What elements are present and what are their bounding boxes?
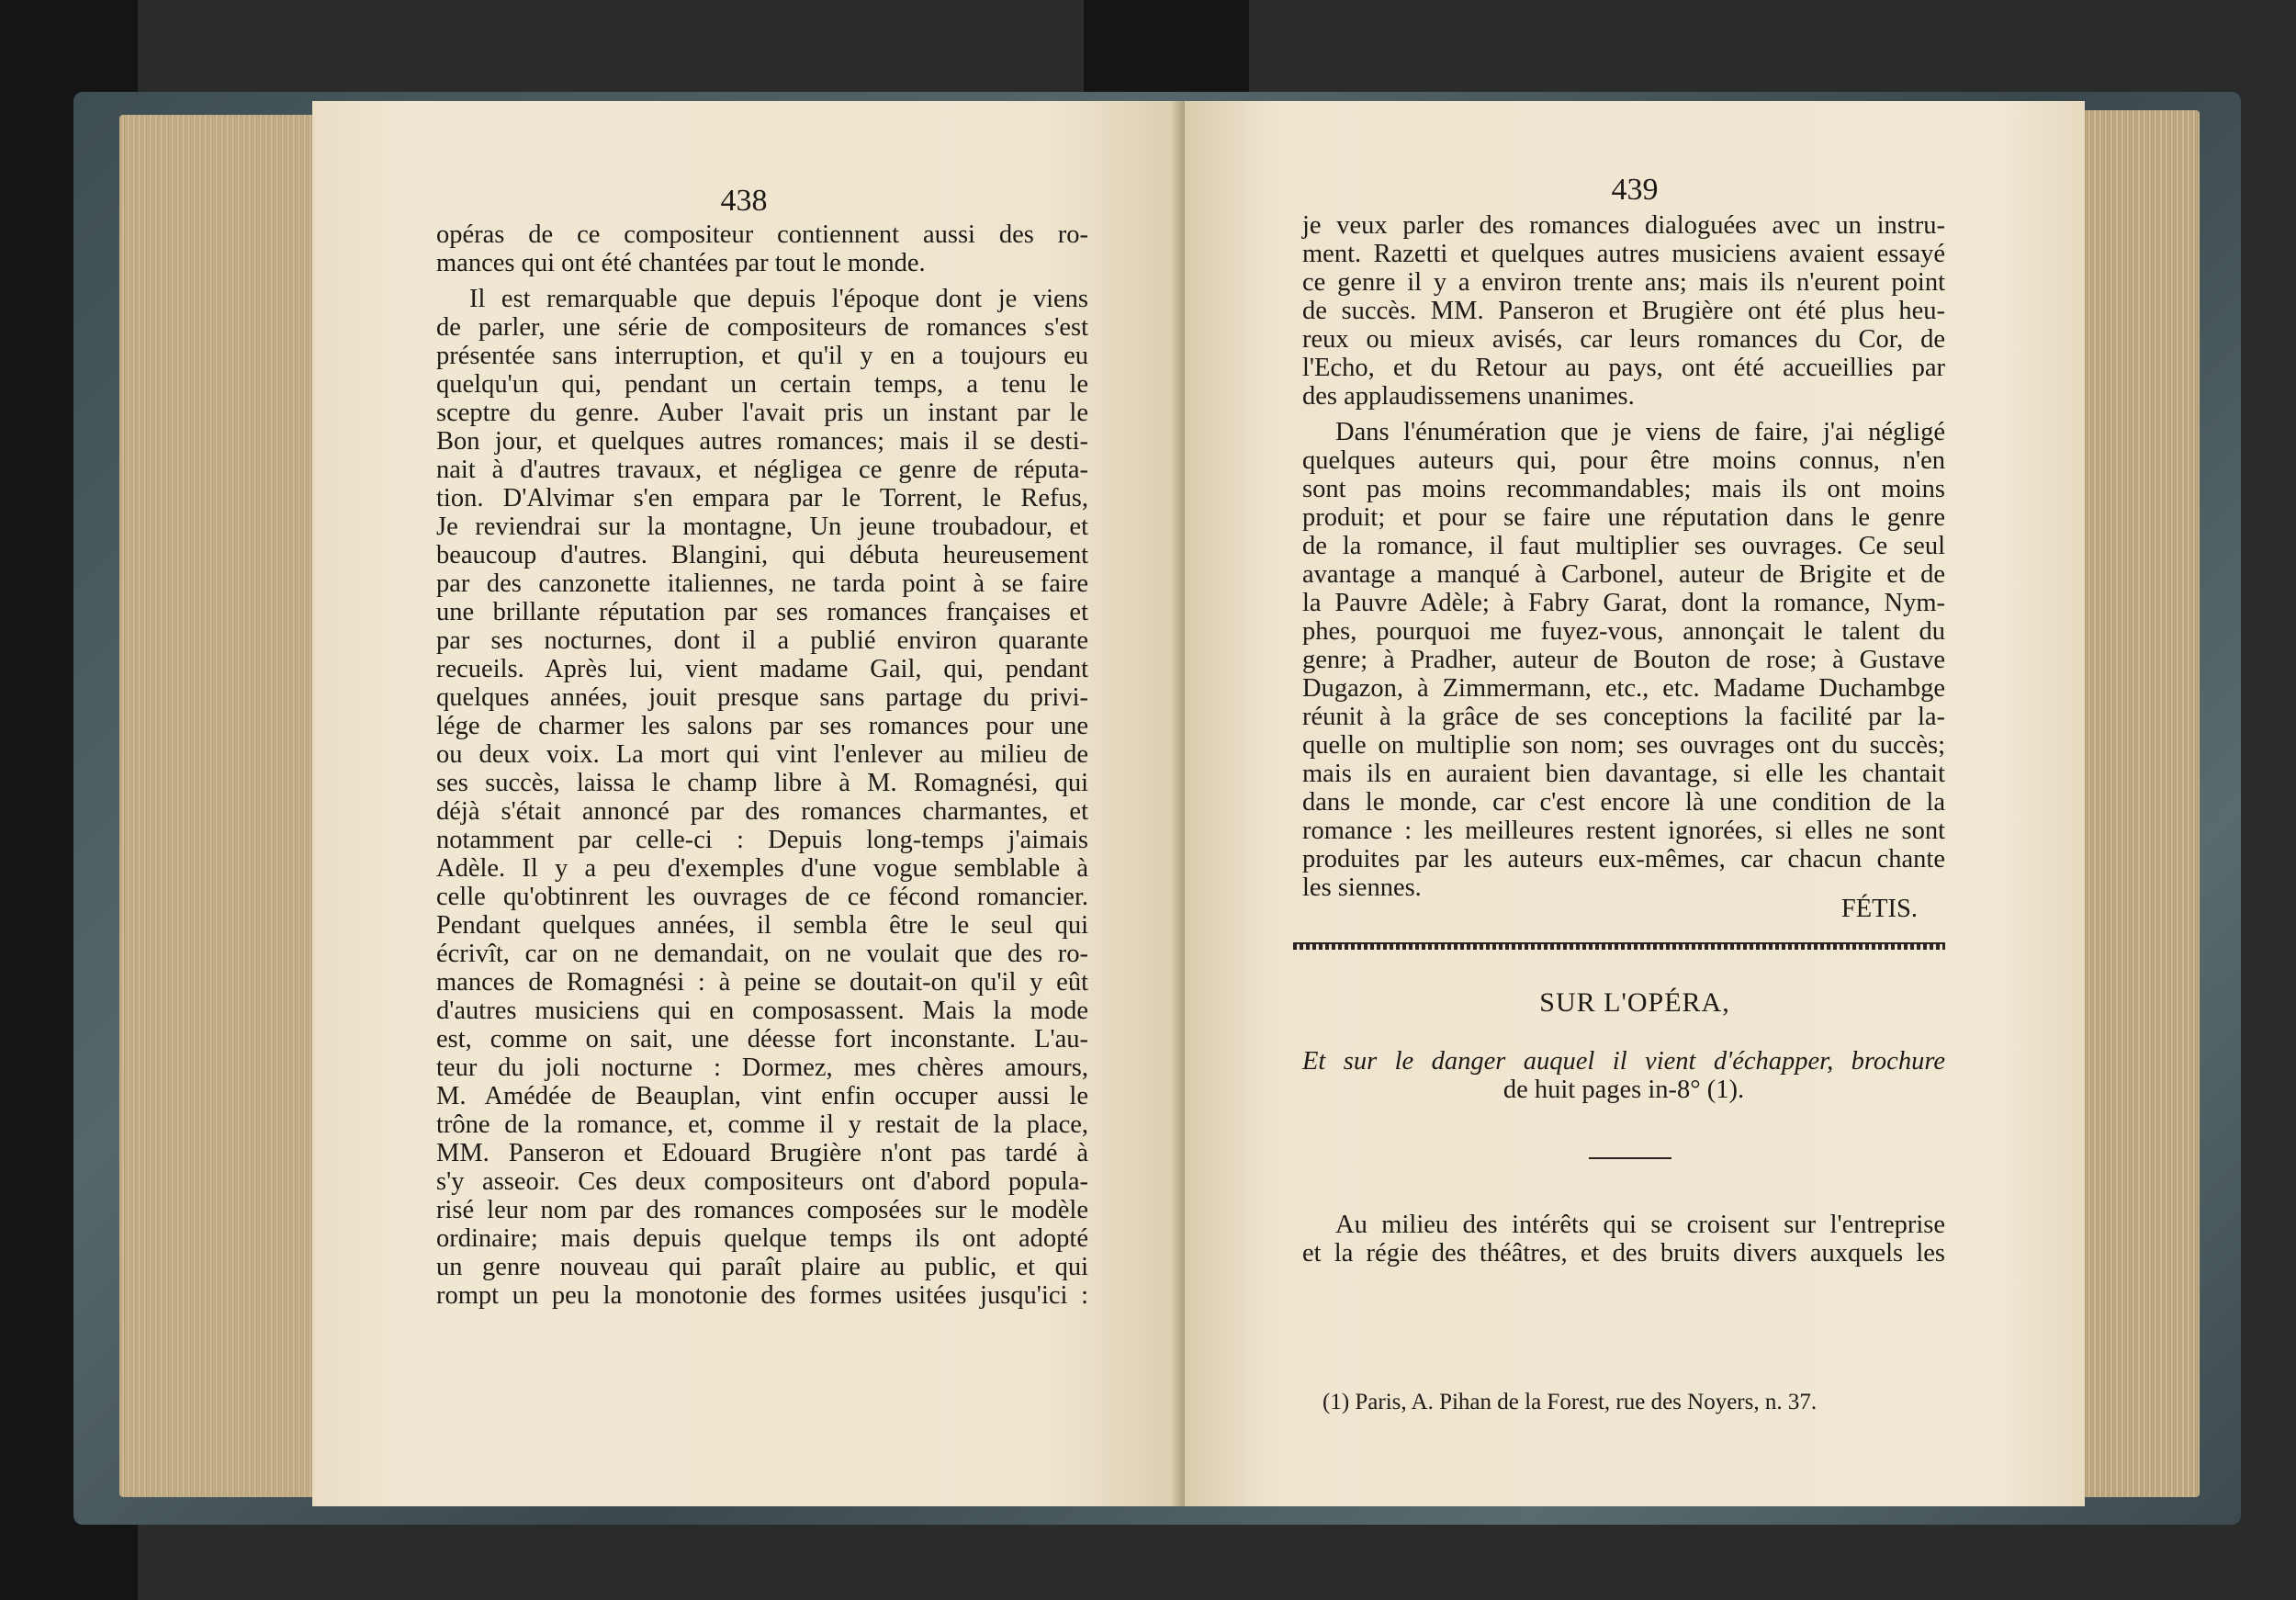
section-divider [1293,942,1945,950]
left-line: mances de Romagnési : à peine se doutait-on qu'il y eût [436,968,1088,997]
right-line: quelques auteurs qui, pour être moins connus, n'en [1302,446,1945,475]
left-line: sceptre du genre. Auber l'avait pris un instant par le [436,399,1088,427]
left-line: Adèle. Il y a peu d'exemples d'une vogue semblable à [436,854,1088,883]
right-line: phes, pourquoi me fuyez-vous, annonçait le talent du [1302,617,1945,646]
section-body [1302,1211,1945,1268]
left-page [312,101,1185,1506]
left-line: un genre nouveau qui paraît plaire au public, et qui [436,1253,1088,1281]
left-line: celle qu'obtinrent les ouvrages de ce fécond romancier. [436,883,1088,911]
right-line: quelle on multiplie son nom; ses ouvrages ont du succès; [1302,731,1945,760]
right-line: ment. Razetti et quelques autres musiciens avaient essayé [1302,240,1945,268]
left-line: déjà s'était annoncé par des romances charmantes, et [436,797,1088,826]
left-line: mances qui ont été chantées par tout le monde. [436,249,926,277]
right-line: mais ils en auraient bien davantage, si elle les chantait [1302,760,1945,788]
left-line: par ses nocturnes, dont il a publié environ quarante [436,626,1088,655]
right-line: de la romance, il faut multiplier ses ouvrages. Ce seul [1302,532,1945,560]
right-line: les siennes. [1302,873,1422,902]
left-line: ordinaire; mais depuis quelque temps ils ont adopté [436,1224,1088,1253]
subtitle-line-1: Et sur le danger auquel il vient d'échapper, brochure [1302,1047,1945,1076]
right-page-text [1302,211,1945,902]
left-page-text [436,220,1088,1310]
left-line: beaucoup d'autres. Blangini, qui débuta heureusement [436,541,1088,569]
left-line: MM. Panseron et Edouard Brugière n'ont pas tardé à [436,1139,1088,1167]
left-line: par des canzonette italiennes, ne tarda point à se faire [436,569,1088,598]
right-line: je veux parler des romances dialoguées avec un instru- [1302,211,1945,240]
body-line-1: Au milieu des intérêts qui se croisent sur l'entreprise [1335,1211,1945,1239]
right-line: genre; à Pradher, auteur de Bouton de rose; à Gustave [1302,646,1945,674]
right-line: sont pas moins recommandables; mais ils ont moins [1302,475,1945,503]
left-line: lége de charmer les salons par ses romances pour une [436,712,1088,740]
left-line: une brillante réputation par ses romances françaises et [436,598,1088,626]
left-line: quelqu'un qui, pendant un certain temps, a tenu le [436,370,1088,399]
right-line: réunit à la grâce de ses conceptions la facilité par la- [1302,703,1945,731]
page-edges-right [2080,110,2200,1497]
left-line: de parler, une série de compositeurs de romances s'est [436,313,1088,342]
left-line: écrivît, car on ne demandait, on ne voulait que des ro- [436,940,1088,968]
right-line: ce genre il y a environ trente ans; mais ils n'eurent point [1302,268,1945,297]
right-line: Dans l'énumération que je viens de faire, j'ai négligé [1335,418,1945,446]
left-line: Je reviendrai sur la montagne, Un jeune troubadour, et [436,513,1088,541]
left-line: Bon jour, et quelques autres romances; mais il se desti- [436,427,1088,456]
left-line: ses succès, laissa le champ libre à M. Romagnési, qui [436,769,1088,797]
signature-line [1302,895,1918,923]
left-line: notamment par celle-ci : Depuis long-temps j'aimais [436,826,1088,854]
left-line: opéras de ce compositeur contiennent aussi des ro- [436,220,1088,249]
backdrop-dark-stripe-right [1084,0,1249,92]
right-line: la Pauvre Adèle; à Fabry Garat, dont la romance, Nym- [1302,589,1945,617]
right-line: produites par les auteurs eux-mêmes, car chacun chante [1302,845,1945,873]
footnote: (1) Paris, A. Pihan de la Forest, rue des Noyers, n. 37. [1322,1390,1818,1414]
subtitle-line-2: de huit pages in-8° (1). [1503,1076,1745,1104]
left-line: est, comme on sait, une déesse fort inconstante. L'au- [436,1025,1088,1054]
right-line: romance : les meilleures restent ignorées, si elles ne sont [1302,817,1945,845]
author-signature: FÉTIS. [1840,895,1918,923]
left-line: présentée sans interruption, et qu'il y en a toujours eu [436,342,1088,370]
left-line: d'autres musiciens qui en composassent. Mais la mode [436,997,1088,1025]
left-line: recueils. Après lui, vient madame Gail, qui, pendant [436,655,1088,683]
section-subtitle [1302,1047,1945,1104]
right-line: produit; et pour se faire une réputation dans le genre [1302,503,1945,532]
right-line: des applaudissemens unanimes. [1302,382,1635,411]
right-line: reux ou mieux avisés, car leurs romances du Cor, de [1302,325,1945,354]
left-line: rompt un peu la monotonie des formes usitées jusqu'ici : [436,1281,1088,1310]
section-title: SUR L'OPÉRA, [1539,987,1730,1018]
left-line: teur du joli nocturne : Dormez, mes chères amours, [436,1054,1088,1082]
left-page-number: 438 [720,184,768,218]
left-line: s'y asseoir. Ces deux compositeurs ont d'abord popula- [436,1167,1088,1196]
left-line: tion. D'Alvimar s'en empara par le Torrent, le Refus, [436,484,1088,513]
right-line: avantage a manqué à Carbonel, auteur de Brigite et de [1302,560,1945,589]
right-page [1185,101,2085,1506]
left-line: risé leur nom par des romances composées sur le modèle [436,1196,1088,1224]
right-line: l'Echo, et du Retour au pays, ont été accueillies par [1302,354,1945,382]
left-line: quelques années, jouit presque sans partage du privi- [436,683,1088,712]
left-line: nait à d'autres travaux, et négligea ce genre de réputa- [436,456,1088,484]
body-line-2: et la régie des théâtres, et des bruits divers auxquels les [1302,1239,1945,1268]
left-line: ou deux voix. La mort qui vint l'enlever au milieu de [436,740,1088,769]
right-line: Dugazon, à Zimmermann, etc., etc. Madame Duchambge [1302,674,1945,703]
left-line: Pendant quelques années, il sembla être le seul qui [436,911,1088,940]
page-edges-left [119,115,321,1497]
right-line: de succès. MM. Panseron et Brugière ont été plus heu- [1302,297,1945,325]
right-page-number: 439 [1611,173,1659,207]
left-line: trône de la romance, et, comme il y restait de la place, [436,1110,1088,1139]
left-line: Il est remarquable que depuis l'époque dont je viens [469,285,1088,313]
left-line: M. Amédée de Beauplan, vint enfin occuper aussi le [436,1082,1088,1110]
right-line: dans le monde, car c'est encore là une condition de la [1302,788,1945,817]
short-rule [1589,1157,1671,1159]
